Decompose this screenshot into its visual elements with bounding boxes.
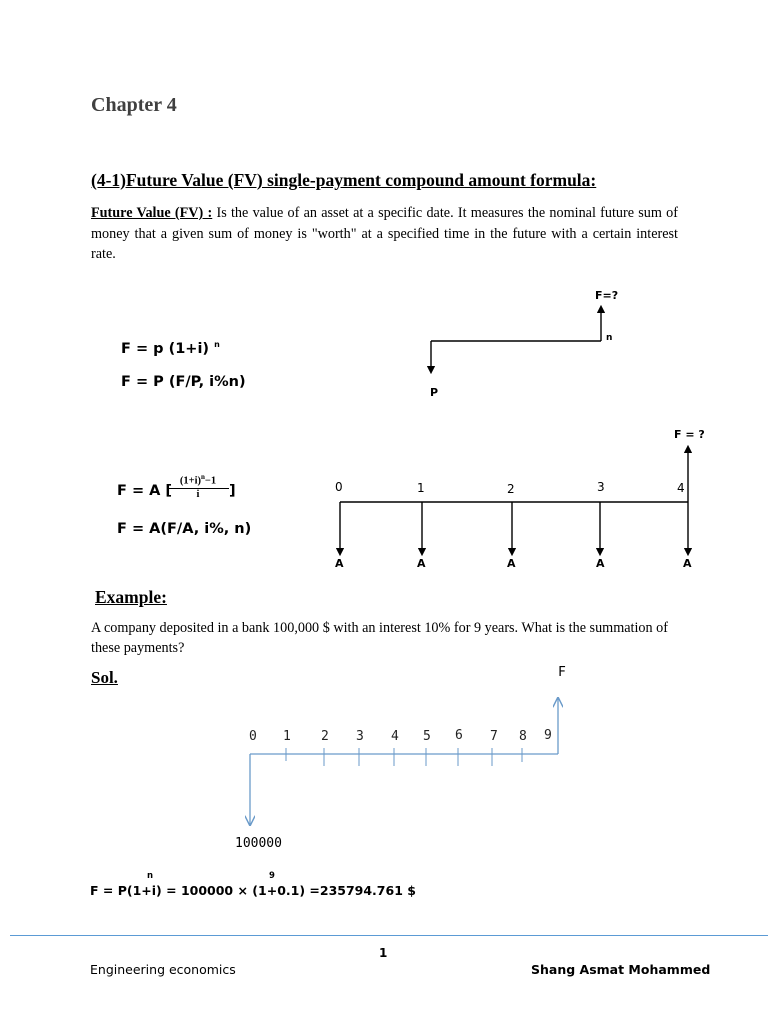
section-title: (4-1)Future Value (FV) single-payment compound amount formula: [91, 170, 597, 190]
solution-heading: Sol. [91, 668, 118, 687]
formula-fa-num-exp: n [201, 473, 205, 481]
page-number: 1 [379, 946, 388, 960]
formula-fp-factor: F = P (F/P, i%n) [121, 374, 246, 390]
result-exponent-9: 9 [269, 871, 275, 881]
us-payment-label: A [683, 557, 692, 570]
sol-period-8: 8 [519, 729, 527, 744]
sp-label-f: F=? [595, 289, 619, 302]
us-payment-label: A [596, 557, 605, 570]
sol-period-4: 4 [391, 729, 399, 744]
result-part-3: =235794.761 $ [305, 883, 416, 898]
chapter-title: Chapter 4 [91, 94, 177, 116]
us-period-0: 0 [335, 480, 343, 494]
us-payment-label: A [507, 557, 516, 570]
footer-right-text: Shang Asmat Mohammed [531, 962, 711, 977]
formula-fa-num-base: (1+i) [179, 475, 201, 487]
us-payment-label: A [335, 557, 344, 570]
us-period-2: 2 [507, 482, 515, 496]
result-formula [90, 883, 416, 898]
formula-fp-exponent: n [214, 340, 220, 349]
formula-fa-denominator: i [196, 488, 200, 500]
formula-fp-text: F = p (1+i) [121, 340, 215, 357]
us-period-1: 1 [417, 481, 425, 495]
us-period-4: 4 [677, 481, 685, 495]
formula-fa-prefix: F = A [ [117, 483, 173, 499]
definition-text: Is the value of an asset at a specific date. It measures the nominal future sum of money that a given sum of money is "worth" at a specified time in the future with a certain interest rate. [91, 205, 678, 262]
formula-fa-suffix: ] [229, 483, 236, 499]
sol-label-f: F [558, 665, 566, 680]
sol-period-2: 2 [321, 729, 329, 744]
us-label-f: F = ? [674, 428, 705, 441]
sp-label-n: n [606, 333, 613, 343]
sol-ticks [286, 748, 522, 766]
us-payment-label: A [417, 557, 426, 570]
result-part-1: F = P(1+i) [90, 883, 162, 898]
sol-deposit-label: 100000 [235, 836, 282, 851]
result-part-2: = 100000 × (1+0.1) [161, 883, 306, 898]
formula-fa-factor: F = A(F/A, i%, n) [117, 521, 252, 537]
formula-fa-num-tail: −1 [204, 475, 217, 487]
result-exponent-n: n [147, 871, 154, 881]
us-period-3: 3 [597, 480, 605, 494]
footer-left-text: Engineering economics [90, 962, 236, 977]
sol-period-7: 7 [490, 729, 498, 744]
sol-period-6: 6 [455, 728, 463, 743]
example-text: A company deposited in a bank 100,000 $ with an interest 10% for 9 years. What is the summation of these payments? [91, 620, 668, 656]
sol-period-3: 3 [356, 729, 364, 744]
sp-label-p: P [430, 386, 439, 399]
example-heading: Example: [95, 587, 167, 607]
sol-period-0: 0 [249, 729, 257, 744]
definition-term: Future Value (FV) : [91, 205, 213, 221]
footer-rule [10, 935, 768, 936]
sol-period-5: 5 [423, 729, 431, 744]
sol-period-1: 1 [283, 729, 291, 744]
sol-period-9: 9 [544, 728, 552, 743]
